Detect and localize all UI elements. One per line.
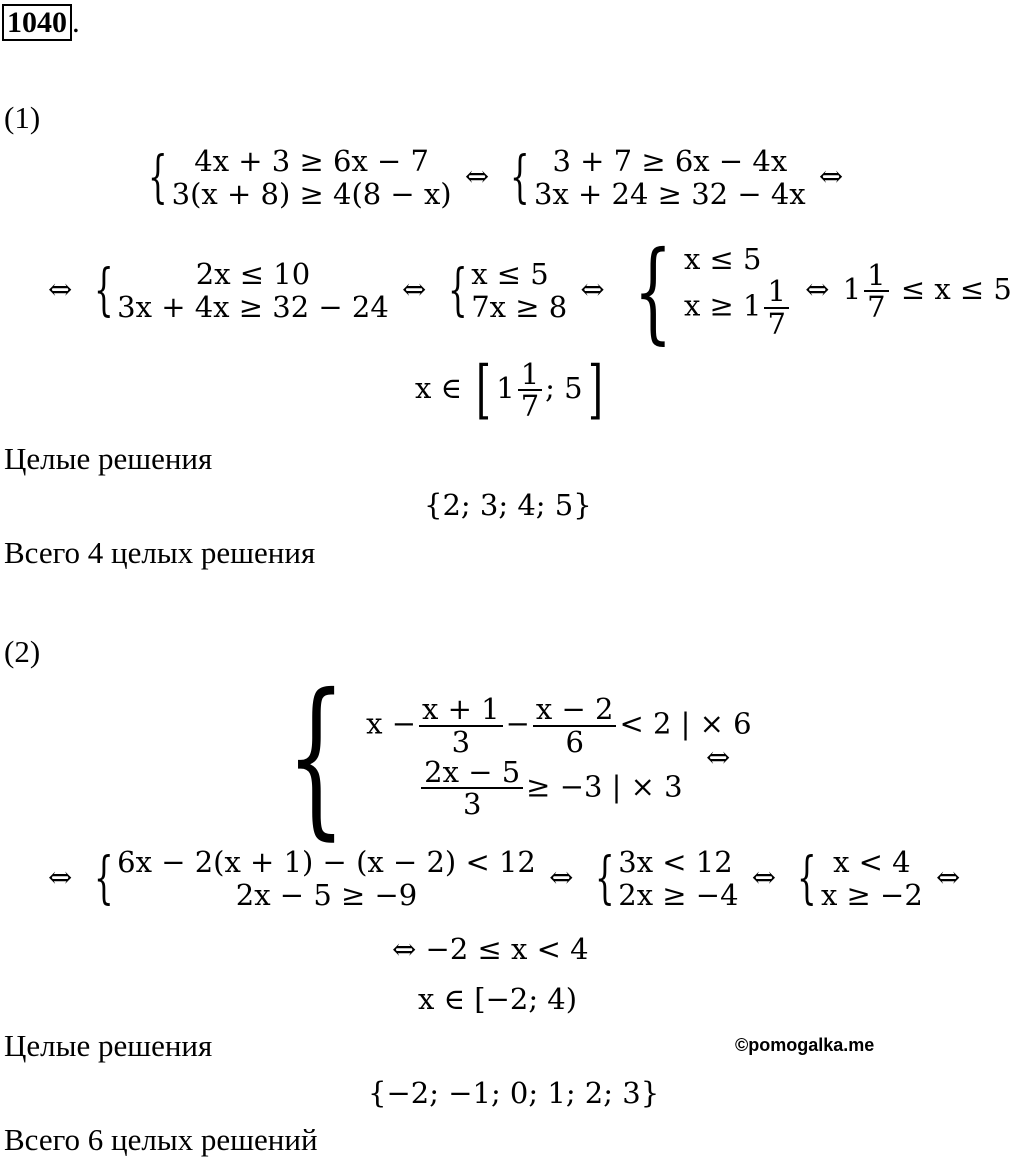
fraction-denominator: 7 (867, 290, 886, 324)
part2-label: (2) (4, 634, 41, 669)
iff-symbol: ⇔ (580, 272, 605, 306)
brace-symbol: { (286, 658, 346, 856)
fraction-x-minus-2 (533, 694, 617, 757)
watermark: ©pomogalka.me (735, 1035, 875, 1055)
fraction-row-1-lead: x − (366, 706, 417, 741)
fraction-numerator: 2x − 5 (421, 757, 523, 789)
system-5-row-2 (684, 276, 792, 339)
fraction-row-1-tail: < 2 | × 6 (619, 706, 752, 741)
iff-symbol: ⇔ (402, 272, 427, 306)
brace-symbol: { (797, 846, 817, 912)
system-fractions (262, 658, 752, 856)
right-bracket: ] (587, 353, 603, 427)
part2-system-fractions (262, 658, 752, 856)
system-4 (440, 258, 568, 325)
fraction-numerator: 1 (864, 260, 888, 292)
fraction-row-2 (366, 757, 682, 820)
brace-symbol: { (594, 846, 615, 912)
iff-symbol: ⇔ (706, 740, 731, 774)
fraction-numerator: 1 (518, 359, 542, 391)
fraction-numerator: 1 (764, 276, 788, 308)
fraction-numerator: x + 1 (419, 694, 503, 726)
fraction-x-plus-1 (419, 694, 503, 757)
brace-symbol: { (447, 258, 468, 323)
system-a-row-1: 6x − 2(x + 1) − (x − 2) < 12 (117, 845, 536, 879)
result-suffix: ≤ x ≤ 5 (900, 272, 1012, 306)
iff-symbol: ⇔ (936, 860, 961, 895)
system-a-row-2: 2x − 5 ≥ −9 (235, 878, 418, 913)
system-2 (502, 145, 805, 212)
problem-header (2, 4, 80, 40)
fraction-numerator: x − 2 (533, 694, 617, 726)
brace-symbol: { (93, 258, 114, 323)
system-c (789, 846, 922, 913)
fraction-one-seventh (518, 356, 542, 423)
iff-symbol: ⇔ (751, 860, 777, 895)
system-2-row-2: 3x + 24 ≥ 32 − 4x (534, 177, 806, 212)
system-4-row-1: x ≤ 5 (471, 256, 549, 291)
left-bracket: [ (476, 353, 492, 427)
system-3-row-1: 2x ≤ 10 (195, 256, 311, 291)
iff-symbol: ⇔ (48, 860, 73, 895)
iff-symbol: ⇔ (805, 272, 830, 306)
iff-symbol: ⇔ (549, 860, 574, 895)
part1-line1 (140, 145, 847, 212)
fraction-denominator: 7 (767, 306, 786, 341)
fraction-2x-minus-5 (421, 757, 523, 820)
system-b (587, 846, 739, 913)
part2-total: Всего 6 целых решений (4, 1122, 318, 1157)
brace-symbol: { (93, 846, 114, 912)
part2-result: ⇔ −2 ≤ x < 4 (392, 932, 589, 966)
system-1-row-1: 4x + 3 ≥ 6x − 7 (194, 144, 429, 178)
fraction-denominator: 3 (462, 787, 482, 822)
interval-whole: 1 (496, 371, 515, 405)
part1-interval (415, 353, 608, 427)
system-c-row-1: x < 4 (833, 845, 911, 879)
system-5 (618, 227, 792, 355)
part1-integer-label: Целые решения (4, 441, 213, 476)
brace-symbol: { (633, 227, 673, 355)
brace-symbol: { (148, 145, 168, 211)
system-1-row-2: 3(x + 8) ≥ 4(8 − x) (171, 177, 452, 212)
interval-suffix: ; 5 (545, 371, 583, 405)
brace-symbol: { (510, 145, 530, 211)
system-3 (86, 258, 389, 325)
part1-line2 (44, 227, 1012, 355)
problem-number: 1040 (2, 4, 72, 41)
interval-prefix: x ∈ (415, 371, 463, 405)
system-b-row-2: 2x ≥ −4 (618, 878, 739, 913)
fraction-one-seventh (764, 276, 788, 339)
system-5-row-1: x ≤ 5 (683, 241, 762, 276)
system-5-row-2-prefix: x ≥ 1 (683, 288, 762, 323)
part2-integer-set: {−2; −1; 0; 1; 2; 3} (368, 1076, 660, 1110)
system-2-row-1: 3 + 7 ≥ 6x − 4x (552, 144, 788, 178)
fraction-row-1 (366, 694, 751, 757)
system-3-row-2: 3x + 4x ≥ 32 − 24 (117, 290, 389, 324)
system-4-row-2: 7x ≥ 8 (471, 290, 568, 324)
fraction-row-2-tail: ≥ −3 | × 3 (526, 769, 683, 804)
system-b-row-1: 3x < 12 (618, 845, 733, 879)
part2-interval: x ∈ [−2; 4) (418, 982, 578, 1016)
problem-number-dot: . (72, 4, 80, 39)
fraction-denominator: 3 (451, 724, 471, 759)
fraction-denominator: 6 (565, 724, 584, 759)
result-prefix: 1 (842, 272, 862, 306)
part1-total: Всего 4 целых решения (4, 535, 316, 570)
minus-sign: − (505, 706, 530, 741)
system-a (86, 846, 536, 913)
iff-symbol: ⇔ (464, 159, 490, 194)
fraction-one-seventh (864, 257, 888, 324)
fraction-denominator: 7 (520, 389, 540, 423)
part1-label: (1) (4, 100, 41, 135)
system-c-row-2: x ≥ −2 (820, 878, 923, 913)
system-1 (140, 145, 452, 212)
part1-integer-set: {2; 3; 4; 5} (424, 488, 592, 522)
part2-integer-label: Целые решения (4, 1028, 213, 1063)
iff-symbol: ⇔ (818, 159, 844, 194)
part2-line2 (44, 846, 964, 913)
iff-symbol: ⇔ (48, 272, 73, 306)
